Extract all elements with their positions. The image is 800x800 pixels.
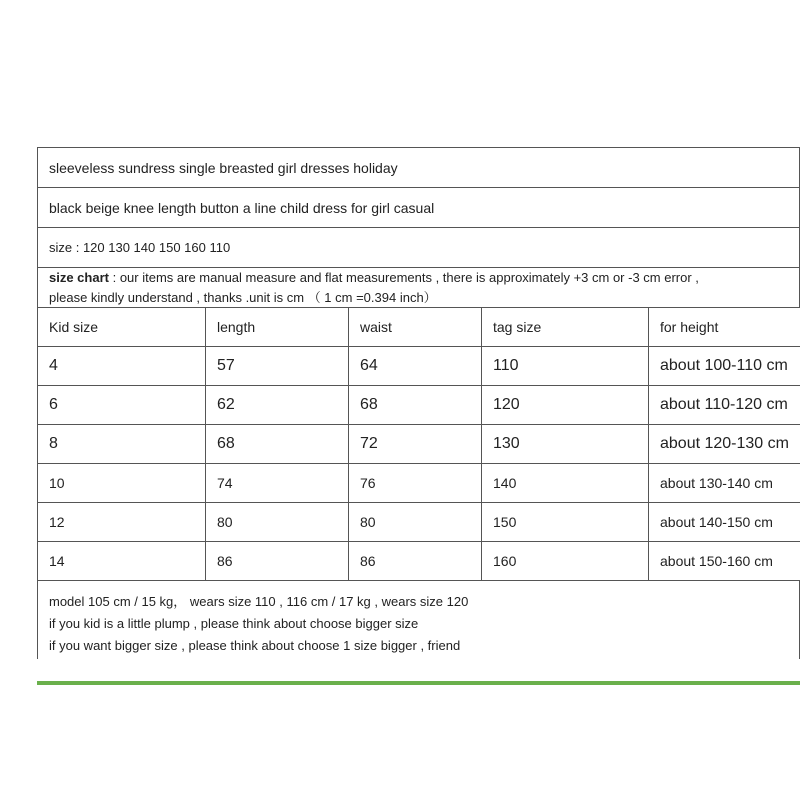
cell-for-height: about 130-140 cm: [649, 464, 800, 503]
cell-kid-size: 14: [38, 542, 206, 581]
size-line: [37, 227, 800, 267]
cell-for-height: about 150-160 cm: [649, 542, 800, 581]
size-chart-label: size chart: [49, 269, 109, 285]
cell-waist: 80: [349, 503, 482, 542]
cell-kid-size: 8: [38, 425, 206, 464]
cell-for-height: about 100-110 cm: [649, 347, 800, 386]
cell-length: 74: [206, 464, 349, 503]
cell-length: 68: [206, 425, 349, 464]
cell-length: 86: [206, 542, 349, 581]
header-tag-size: tag size: [482, 308, 649, 347]
cell-kid-size: 6: [38, 386, 206, 425]
table-row: [38, 425, 800, 464]
cell-waist: 64: [349, 347, 482, 386]
title-line-1-text: sleeveless sundress single breasted girl dresses holiday: [49, 159, 398, 176]
cell-for-height: about 120-130 cm: [649, 425, 800, 464]
cell-kid-size: 12: [38, 503, 206, 542]
title-line-2-text: black beige knee length button a line child dress for girl casual: [49, 199, 435, 216]
header-length: length: [206, 308, 349, 347]
table-row: [38, 503, 800, 542]
title-line-1: [37, 147, 800, 187]
cell-length: 57: [206, 347, 349, 386]
table-row: [38, 386, 800, 425]
size-chart-note-text-1: : our items are manual measure and flat measurements , there is approximately +3 cm or -3 cm error ,: [108, 269, 699, 285]
cell-tag-size: 120: [482, 386, 649, 425]
size-table-header-row: [38, 308, 800, 347]
cell-tag-size: 110: [482, 347, 649, 386]
footer-note-line: if you want bigger size , please think about choose 1 size bigger , friend: [49, 638, 461, 653]
cell-kid-size: 10: [38, 464, 206, 503]
cell-waist: 68: [349, 386, 482, 425]
table-row: [38, 464, 800, 503]
cell-for-height: about 140-150 cm: [649, 503, 800, 542]
header-for-height: for height: [649, 308, 800, 347]
cell-tag-size: 140: [482, 464, 649, 503]
header-kid-size: Kid size: [38, 308, 206, 347]
size-chart-note-line-1: [49, 268, 699, 288]
cell-kid-size: 4: [38, 347, 206, 386]
table-row: [38, 347, 800, 386]
cell-tag-size: 160: [482, 542, 649, 581]
footer-notes: [37, 581, 800, 659]
size-chart-note-line-2: please kindly understand , thanks .unit is cm （ 1 cm =0.394 inch）: [49, 289, 437, 305]
size-chart-sheet: [37, 147, 800, 659]
cell-for-height: about 110-120 cm: [649, 386, 800, 425]
size-line-text: size : 120 130 140 150 160 110: [49, 240, 231, 255]
cell-waist: 72: [349, 425, 482, 464]
size-chart-note: [37, 267, 800, 307]
cell-waist: 76: [349, 464, 482, 503]
cell-length: 80: [206, 503, 349, 542]
cell-tag-size: 130: [482, 425, 649, 464]
cell-tag-size: 150: [482, 503, 649, 542]
cell-waist: 86: [349, 542, 482, 581]
cell-length: 62: [206, 386, 349, 425]
accent-divider: [37, 681, 800, 685]
table-row: [38, 542, 800, 581]
size-table: [37, 307, 800, 581]
title-line-2: [37, 187, 800, 227]
footer-note-line: if you kid is a little plump , please think about choose bigger size: [49, 616, 419, 631]
header-waist: waist: [349, 308, 482, 347]
footer-note-line: model 105 cm / 15 kg， wears size 110 , 116 cm / 17 kg , wears size 120: [49, 594, 469, 609]
